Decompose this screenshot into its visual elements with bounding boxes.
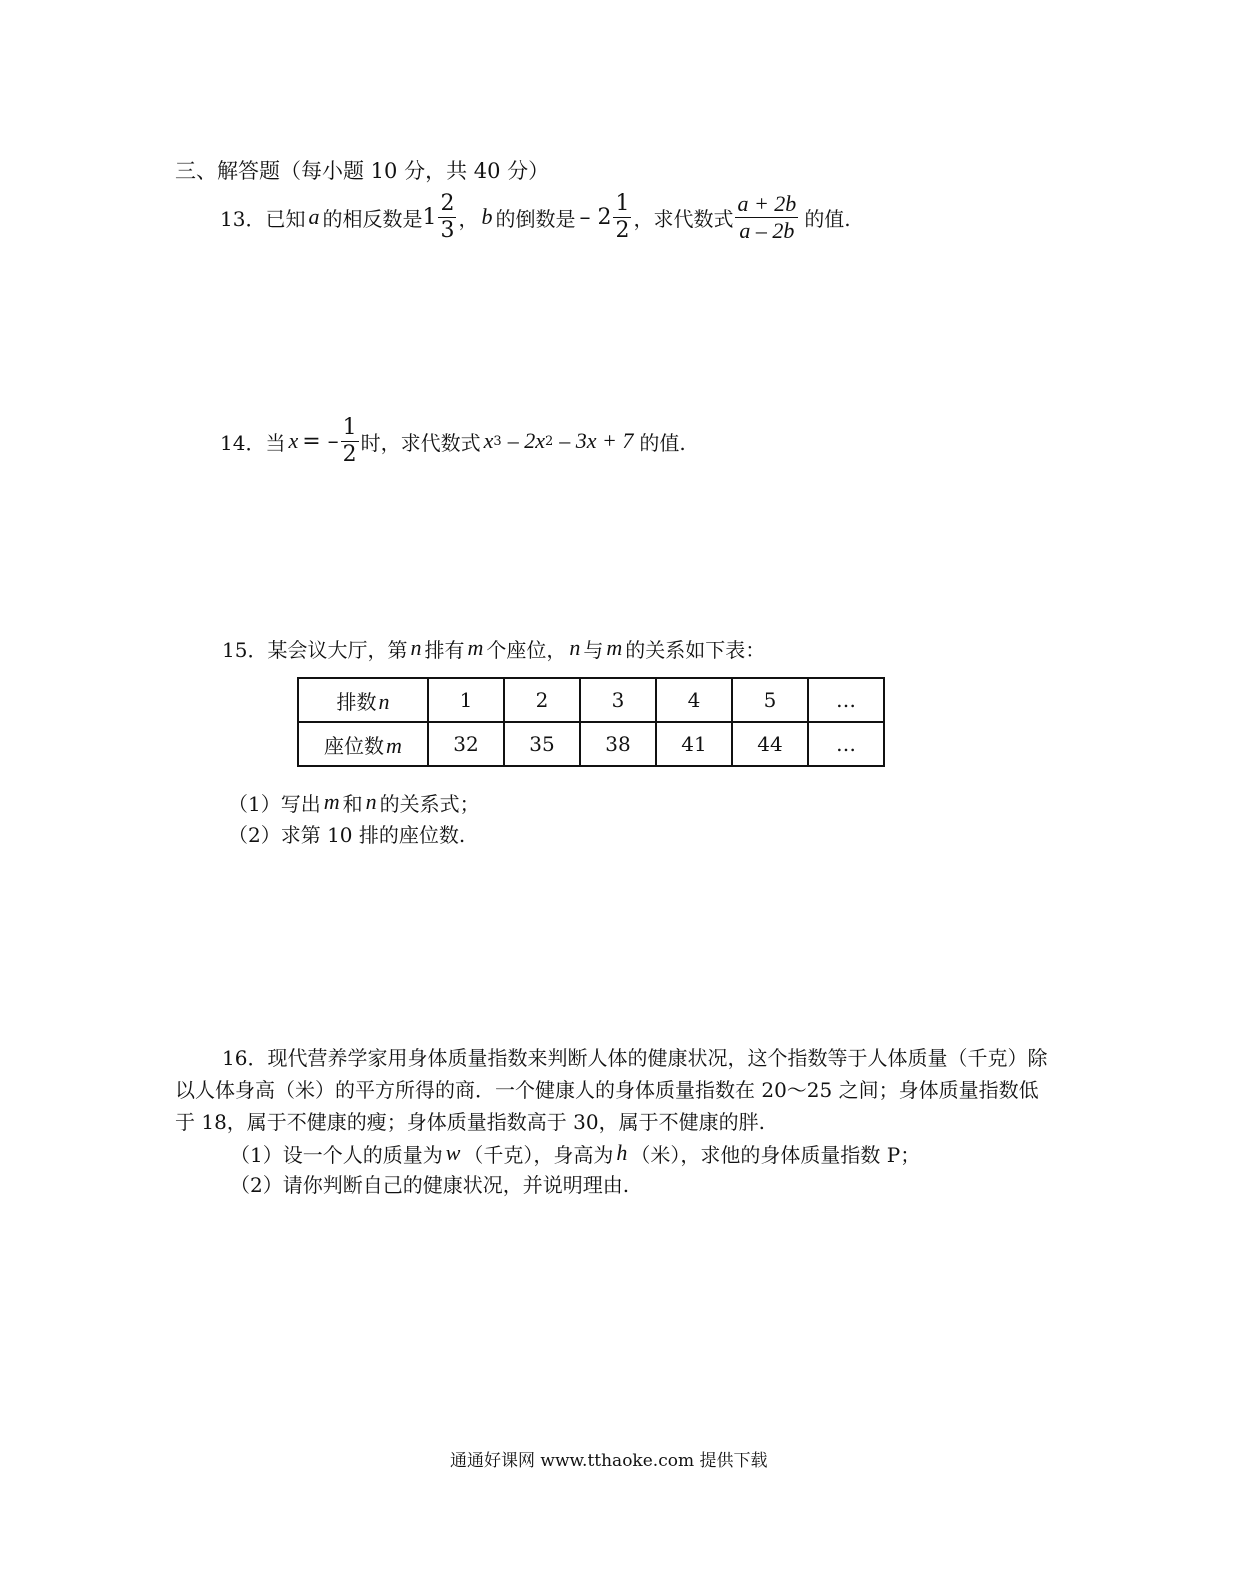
q13-expression	[735, 192, 798, 241]
q15-var-m-2: m	[606, 635, 623, 660]
q14-term-1: x	[483, 428, 494, 453]
row-header-n-var: n	[378, 688, 390, 714]
q15-var-n: n	[410, 635, 422, 660]
q16-var-h: h	[616, 1140, 628, 1165]
table-cell-m-5: 44	[732, 722, 808, 766]
q13-mixed-b-whole: – 2	[579, 204, 612, 230]
q16-var-w: w	[445, 1140, 461, 1165]
q13-fraction-b	[613, 192, 631, 241]
q13-fraction-a-den: 3	[440, 217, 455, 243]
q14-equals: = –	[302, 428, 339, 454]
q14-fraction-num: 1	[342, 415, 357, 441]
q16-sub-1-mid: （千克），身高为	[463, 1142, 614, 1167]
row-header-n	[298, 678, 428, 722]
q15-sub-2: （2）求第 10 排的座位数.	[228, 823, 466, 847]
q13-text-4: ，求代数式	[633, 206, 734, 231]
table-cell-m-2: 35	[504, 722, 580, 766]
table-cell-n-3: 3	[580, 678, 656, 722]
table-cell-n-more: …	[808, 678, 884, 722]
q16-stem: 16．现代营养学家用身体质量指数来判断人体的健康状况，这个指数等于人体质量（千克）除以人体身高（米）的平方所得的商．一个健康人的身体质量指数在 20～25 之间；身体质量指数低于 18，属于不健康的瘦；身体质量指数高于 30，属于不健康的胖.	[175, 1046, 1048, 1134]
q15-sub-1-var-n: n	[365, 789, 377, 814]
q15-var-m: m	[467, 635, 484, 660]
q13-text-1: 的相反数是	[322, 206, 423, 231]
table-cell-n-1: 1	[428, 678, 504, 722]
section-title: 三、解答题（每小题 10 分，共 40 分）	[175, 159, 550, 183]
question-15-stem	[222, 633, 765, 663]
q13-mixed-a-whole: 1	[422, 204, 437, 230]
q13-var-b: b	[481, 204, 493, 229]
row-header-m-label: 座位数	[324, 733, 385, 758]
q15-sub-1-var-m: m	[323, 789, 340, 814]
q15-stem-prefix: 15．某会议大厅，第	[222, 637, 408, 662]
q13-fraction-a	[438, 192, 456, 241]
table-cell-n-5: 5	[732, 678, 808, 722]
row-header-n-label: 排数	[336, 689, 377, 714]
q14-term-3: – 3x + 7	[559, 428, 634, 453]
q14-prefix: 14．当	[220, 430, 286, 455]
q14-term-2: – 2x	[507, 428, 545, 453]
q13-text-2: ，	[458, 206, 479, 231]
row-header-m-var: m	[386, 732, 402, 758]
table-cell-m-1: 32	[428, 722, 504, 766]
table-cell-m-more: …	[808, 722, 884, 766]
table-row	[298, 722, 884, 766]
seat-table	[297, 677, 885, 767]
q15-sub-1-prefix: （1）写出	[228, 791, 321, 816]
q16-sub-1-suffix: （米），求他的身体质量指数 P；	[630, 1142, 921, 1167]
q15-stem-suffix: 的关系如下表：	[625, 637, 766, 662]
table-cell-n-4: 4	[656, 678, 732, 722]
q13-text-5: 的值.	[804, 206, 851, 231]
q13-expression-den: a – 2b	[739, 217, 795, 243]
q16-sub-1	[230, 1138, 920, 1168]
q13-fraction-b-den: 2	[615, 217, 630, 243]
q13-fraction-b-num: 1	[615, 191, 630, 217]
q13-fraction-a-num: 2	[440, 191, 455, 217]
q15-sub-1	[228, 787, 480, 817]
question-14	[220, 410, 686, 472]
q15-stem-mid-3: 与	[583, 637, 604, 662]
q15-stem-mid-1: 排有	[424, 637, 465, 662]
table-cell-n-2: 2	[504, 678, 580, 722]
table-cell-m-4: 41	[656, 722, 732, 766]
q13-prefix: 13．已知	[220, 206, 306, 231]
q14-var-x: x	[288, 428, 299, 453]
q14-exp-1: 3	[493, 433, 502, 449]
q14-text-1: 时，求代数式	[360, 430, 481, 455]
page-footer: 通通好课网 www.tthaoke.com 提供下载	[450, 1451, 768, 1471]
q14-fraction-den: 2	[342, 441, 357, 467]
q15-sub-1-mid: 和	[342, 791, 363, 816]
q13-var-a: a	[308, 204, 320, 229]
q15-stem-mid-2: 个座位，	[486, 637, 567, 662]
table-row	[298, 678, 884, 722]
q16-sub-1-prefix: （1）设一个人的质量为	[230, 1142, 443, 1167]
q14-exp-2: 2	[544, 433, 554, 449]
q15-var-n-2: n	[569, 635, 581, 660]
q15-sub-1-suffix: 的关系式；	[379, 791, 480, 816]
q14-fraction	[341, 416, 359, 465]
q16-sub-2: （2）请你判断自己的健康状况，并说明理由.	[230, 1173, 630, 1197]
table-cell-m-3: 38	[580, 722, 656, 766]
q13-expression-num: a + 2b	[737, 191, 797, 217]
question-13	[220, 186, 851, 248]
row-header-m	[298, 722, 428, 766]
q13-text-3: 的倒数是	[495, 206, 576, 231]
q14-text-2: 的值.	[639, 430, 686, 455]
